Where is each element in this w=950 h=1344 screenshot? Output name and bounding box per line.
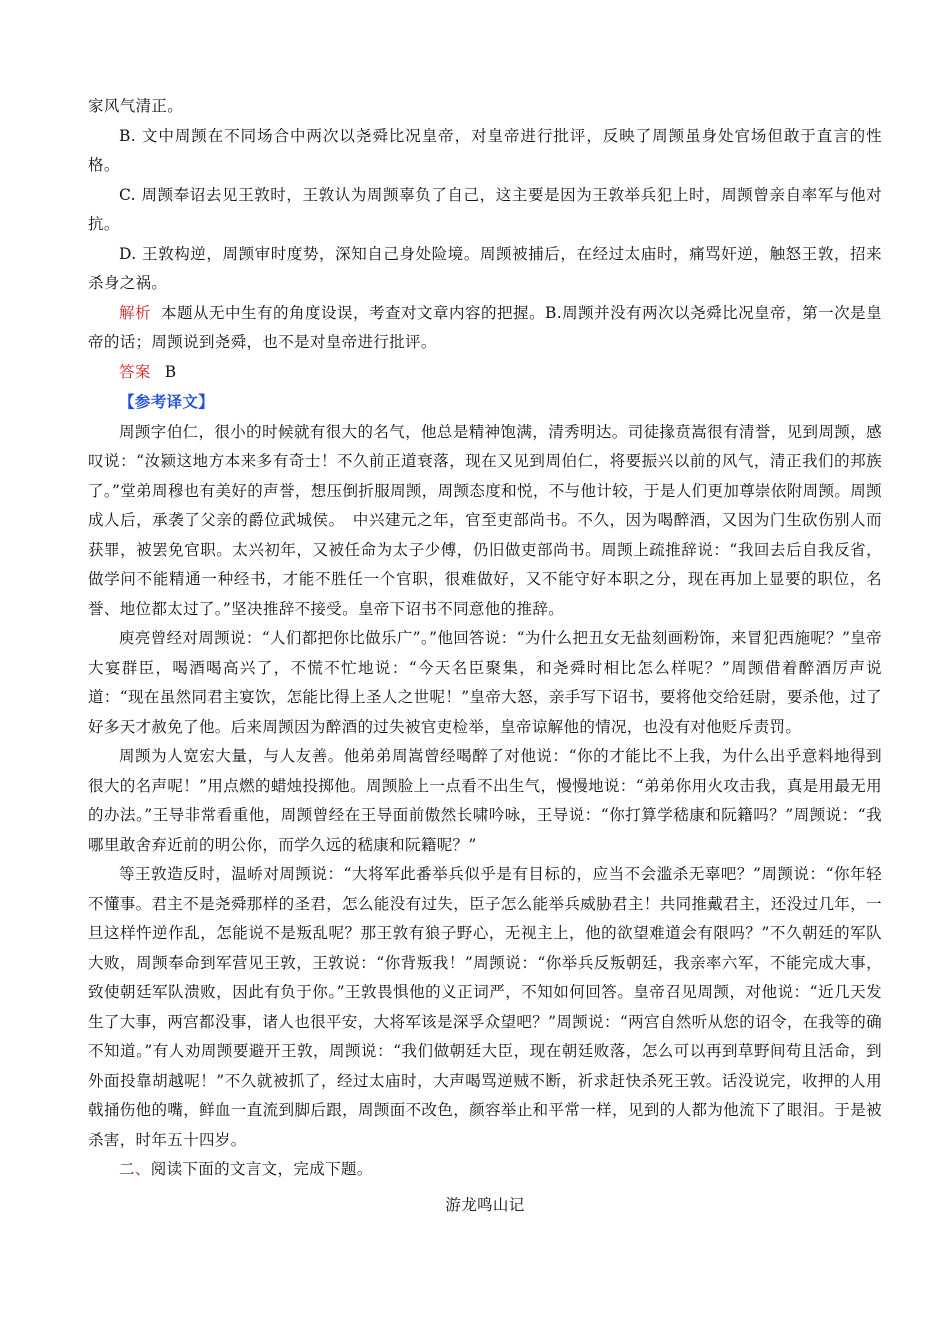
document-page [88, 92, 882, 1220]
answer-value: B [164, 362, 177, 381]
option-c: C. 周𫖮奉诏去见王敦时，王敦认为周𫖮辜负了自己，这主要是因为王敦举兵犯上时，周𫖮曾亲自率军与他对抗。 [88, 185, 882, 233]
passage-title: 游龙鸣山记 [445, 1195, 525, 1214]
section-two-text: 阅读下面的文言文，完成下题。 [150, 1160, 373, 1178]
section-two-prefix: 二 [119, 1160, 135, 1178]
translation-paragraph: 等王敦造反时，温峤对周𫖮说：“大将军此番举兵似乎是有目标的，应当不会滥杀无辜吧？”周𫖮说：“你年轻不懂事。君主不是尧舜那样的圣君，怎么能没有过失，臣子怎么能举兵威胁君主！共同推戴君主，还没过几年，一旦这样忤逆作乱，怎能说不是叛乱呢？那王敦有狼子野心，无视主上，他的欲望难道会有限吗？”不久朝廷的军队大败，周𫖮奉命到军营见王敦，王敦说：“你背叛我！”周𫖮说：“你举兵反叛朝廷，我亲率六军，不能完成大事，致使朝廷军队溃败，因此有负于你。”王敦畏惧他的义正词严，不知如何回答。皇帝召见周𫖮，对他说：“近几天发生了大事，两宫都没事，诸人也很平安，大将军该是深孚众望吧？”周𫖮说：“两宫自然听从您的诏令，在我等的确不知道。”有人劝周𫖮要避开王敦，周𫖮说：“我们做朝廷大臣，现在朝廷败落，怎么可以再到草野间苟且活命，到外面投靠胡越呢！”不久就被抓了，经过太庙时，大声喝骂逆贼不断，祈求赶快杀死王敦。话没说完，收押的人用戟捅伤他的嘴，鲜血一直流到脚后跟，周𫖮面不改色，颜容举止和平常一样，见到的人都为他流下了眼泪。于是被杀害，时年五十四岁。 [88, 865, 882, 1149]
opening-line: 家风气清正。 [88, 97, 184, 115]
reference-title: 【参考译文】 [119, 392, 215, 411]
option-d: D. 王敦构逆，周𫖮审时度势，深知自己身处险境。周𫖮被捕后，在经过太庙时，痛骂奸逆，触怒王敦，招来杀身之祸。 [88, 244, 882, 292]
answer-line [88, 358, 882, 388]
analysis-label: 解析 [119, 303, 151, 322]
translation-paragraph: 庾亮曾经对周𫖮说：“人们都把你比做乐广”。”他回答说：“为什么把丑女无盐刻画粉饰，来冒犯西施呢？”皇帝大宴群臣，喝酒喝高兴了，不慌不忙地说：“今天名臣聚集，和尧舜时相比怎么样呢？”周𫖮借着醉酒厉声说道：“现在虽然同君主宴饮，怎能比得上圣人之世呢！”皇帝大怒，亲手写下诏书，要将他交给廷尉，要杀他，过了好多天才赦免了他。后来周𫖮因为醉酒的过失被官吏检举，皇帝谅解他的情况，也没有对他贬斥责罚。 [88, 629, 882, 736]
analysis-paragraph [88, 299, 882, 358]
analysis-text: 本题从无中生有的角度设误，考查对文章内容的把握。B.周𫖮并没有两次以尧舜比况皇帝，第一次是皇帝的话；周𫖮说到尧舜，也不是对皇帝进行批评。 [88, 303, 882, 351]
option-b: B. 文中周𫖮在不同场合中两次以尧舜比况皇帝，对皇帝进行批评，反映了周𫖮虽身处官场但敢于直言的性格。 [88, 126, 882, 174]
answer-label: 答案 [119, 362, 151, 381]
section-two-heading [88, 1155, 882, 1185]
reference-title-line [88, 387, 882, 418]
translation-paragraph: 周𫖮字伯仁，很小的时候就有很大的名气，他总是精神饱满，清秀明达。司徒掾贲嵩很有清誉，见到周𫖮，感叹说：“汝颍这地方本来多有奇士！不久前正道衰落，现在又见到周伯仁，将要振兴以前的风气，清正我们的邦族了。”堂弟周穆也有美好的声誉，想压倒折服周𫖮，周𫖮态度和悦，不与他计较，于是人们更加尊崇依附周𫖮。周𫖮成人后，承袭了父亲的爵位武城侯。 中兴建元之年，官至吏部尚书。不久，因为喝醉酒，又因为门生砍伤别人而获罪，被罢免官职。太兴初年，又被任命为太子少傅，仍旧做吏部尚书。周𫖮上疏推辞说：“我回去后自我反省，做学问不能精通一种经书，才能不胜任一个官职，很难做好，又不能守好本职之分，现在再加上显要的职位，名誉、地位都太过了。”坚决推辞不接受。皇帝下诏书不同意他的推辞。 [88, 422, 882, 618]
section-two-mark: 、 [134, 1160, 151, 1178]
translation-paragraph: 周𫖮为人宽宏大量，与人友善。他弟弟周嵩曾经喝醉了对他说：“你的才能比不上我，为什么出乎意料地得到很大的名声呢！”用点燃的蜡烛投掷他。周𫖮脸上一点看不出生气，慢慢地说：“弟弟你用火攻击我，真是用最无用的办法。”王导非常看重他，周𫖮曾经在王导面前傲然长啸吟咏，王导说：“你打算学嵇康和阮籍吗？”周𫖮说：“我哪里敢舍弃近前的明公你，而学久远的嵇康和阮籍呢？” [88, 747, 882, 854]
